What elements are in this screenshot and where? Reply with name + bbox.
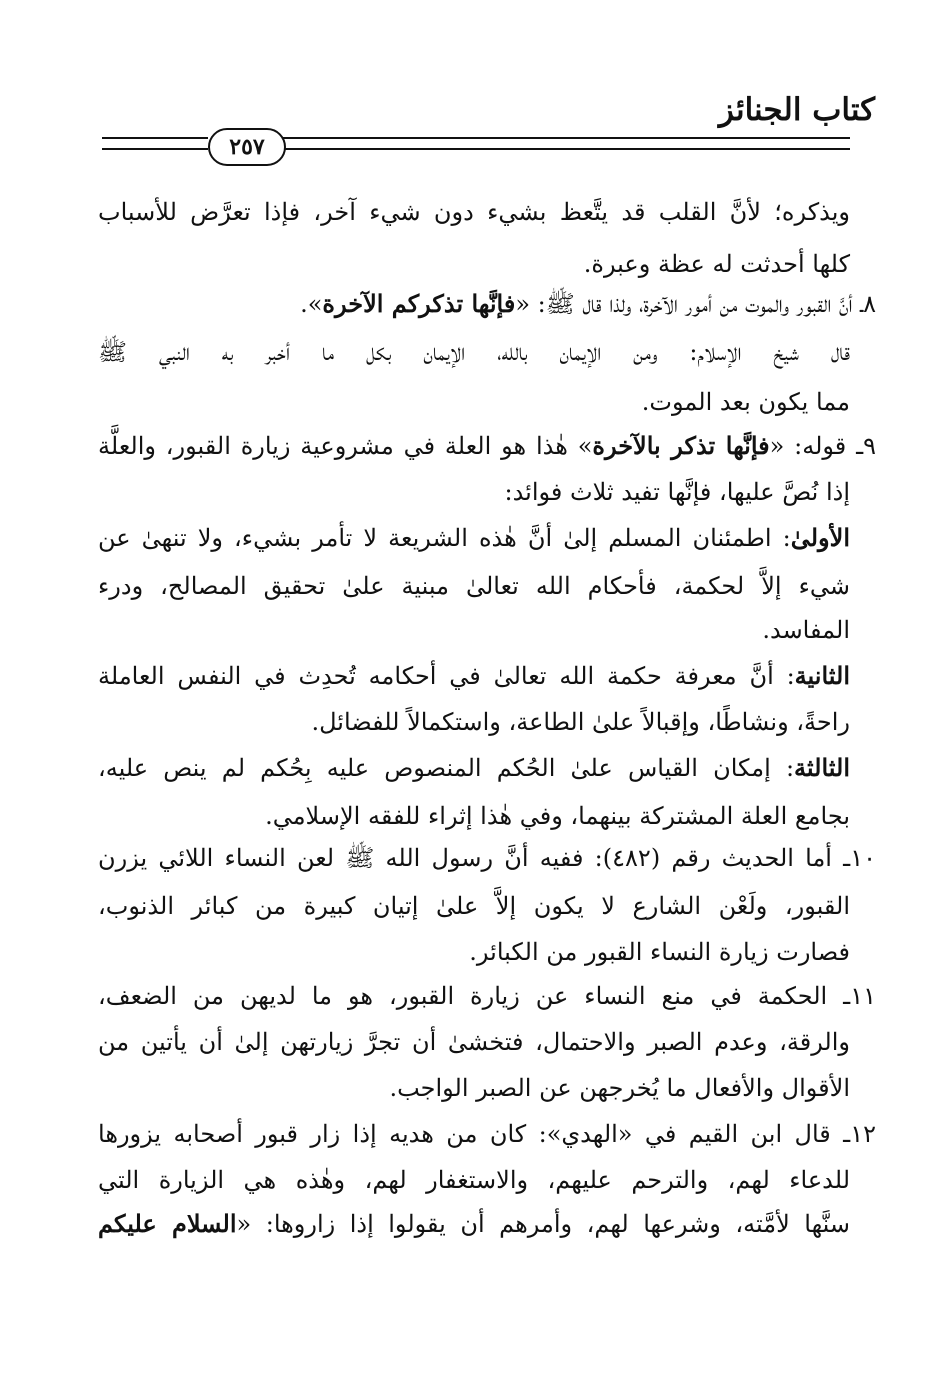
text-segment: للدعاء لهم، والترحم عليهم، والاستغفار لهم، وهٰذه هي الزيارة التي bbox=[98, 1166, 851, 1194]
text-line bbox=[98, 696, 850, 748]
text-line bbox=[98, 1062, 850, 1114]
text-segment: ١٢ـ قال ابن القيم في «الهدي»: كان من هديه إذا زار قبور أصحابه يزورها bbox=[98, 1120, 876, 1148]
bold-text-segment: فإنَّها تذكركم الآخرة bbox=[322, 289, 516, 318]
text-line bbox=[98, 832, 876, 884]
text-line bbox=[98, 1198, 850, 1250]
text-segment: قال شيخ الإسلام: ومن الإيمان بالله، الإيمان بكل ما أخبر به النبي ﷺ bbox=[98, 338, 850, 366]
text-line bbox=[98, 186, 850, 238]
page-number-badge bbox=[208, 128, 286, 166]
text-line bbox=[98, 326, 850, 378]
header-rule-right-bottom bbox=[282, 148, 850, 150]
text-line bbox=[98, 1016, 850, 1068]
text-segment: كلها أحدثت له عظة وعبرة. bbox=[583, 250, 850, 278]
text-segment: ». bbox=[300, 290, 323, 318]
bold-text-segment: الأولىٰ bbox=[790, 523, 850, 552]
page-number: ٢٥٧ bbox=[229, 134, 265, 160]
bold-text-segment: الثالثة bbox=[794, 753, 850, 782]
text-segment: والرقة، وعدم الصبر والاحتمال، فتخشىٰ أن تجرَّ زيارتهن إلىٰ أن يأتين من bbox=[98, 1028, 851, 1056]
text-line bbox=[98, 970, 876, 1022]
text-line bbox=[98, 880, 850, 932]
text-segment: الأقوال والأفعال ما يُخرجهن عن الصبر الواجب. bbox=[389, 1074, 850, 1102]
text-segment: : أنَّ معرفة حكمة الله تعالىٰ في أحكامه تُحدِث في النفس العاملة bbox=[98, 662, 795, 690]
text-segment: المفاسد. bbox=[762, 616, 850, 644]
text-segment: » هٰذا هو العلة في مشروعية زيارة القبور، والعلَّة bbox=[98, 432, 593, 460]
text-segment: مما يكون بعد الموت. bbox=[641, 388, 850, 416]
text-segment: بجامع العلة المشتركة بينهما، وفي هٰذا إثراء للفقه الإسلامي. bbox=[265, 802, 850, 830]
header-rule-right-top bbox=[282, 137, 850, 139]
running-header-title: كتاب الجنائز bbox=[718, 92, 875, 128]
text-segment: ويذكره؛ لأنَّ القلب قد يتَّعظ بشيء دون شيء آخر، فإذا تعرَّض للأسباب bbox=[98, 198, 851, 226]
text-segment: ١٠ـ أما الحديث رقم (٤٨٢): ففيه أنَّ رسول الله ﷺ لعن النساء اللائي يزرن bbox=[98, 844, 876, 872]
header-rule-left-bottom bbox=[102, 148, 208, 150]
text-segment: القبور، ولَعْن الشارع لا يكون إلاَّ علىٰ إتيان كبيرة من كبائر الذنوب، bbox=[98, 892, 850, 920]
text-segment: ١١ـ الحكمة في منع النساء عن زيارة القبور، هو ما لديهن من الضعف، bbox=[98, 982, 876, 1010]
text-line bbox=[98, 1108, 876, 1160]
text-line bbox=[98, 420, 876, 472]
text-segment: سنَّها لأمَّته، وشرعها لهم، وأمرهم أن يقولوا إذا زاروها: « bbox=[236, 1210, 850, 1238]
text-line bbox=[98, 604, 850, 656]
text-line bbox=[98, 512, 850, 564]
text-segment: راحةً، ونشاطًا، وإقبالاً علىٰ الطاعة، واستكمالاً للفضائل. bbox=[311, 708, 850, 736]
text-segment: شيء إلاَّ لحكمة، فأحكام الله تعالىٰ مبنية علىٰ تحقيق المصالح، ودرء bbox=[98, 572, 850, 600]
text-segment: إذا نُصَّ عليها، فإنَّها تفيد ثلاث فوائد: bbox=[504, 478, 850, 506]
header-rule-left-top bbox=[102, 137, 208, 139]
text-line bbox=[98, 650, 850, 702]
text-segment: : إمكان القياس علىٰ الحُكم المنصوص عليه بِحُكم لم ينص عليه، bbox=[98, 754, 795, 782]
text-segment: ٩ـ قوله: « bbox=[769, 432, 877, 460]
text-line bbox=[98, 742, 850, 794]
text-line bbox=[98, 466, 850, 518]
bold-text-segment: الثانية bbox=[794, 661, 850, 690]
bold-text-segment: فإنَّها تذكر بالآخرة bbox=[592, 431, 770, 460]
text-segment: ٨ـ أنَّ القبور والموت من أمور الآخرة، ولذا قال ﷺ: « bbox=[515, 290, 876, 318]
text-line bbox=[98, 278, 876, 330]
text-segment: فصارت زيارة النساء القبور من الكبائر. bbox=[469, 938, 850, 966]
text-segment: : اطمئنان المسلم إلىٰ أنَّ هٰذه الشريعة لا تأمر بشيء، ولا تنهىٰ عن bbox=[98, 524, 791, 552]
bold-text-segment: السلام عليكم bbox=[98, 1209, 237, 1238]
